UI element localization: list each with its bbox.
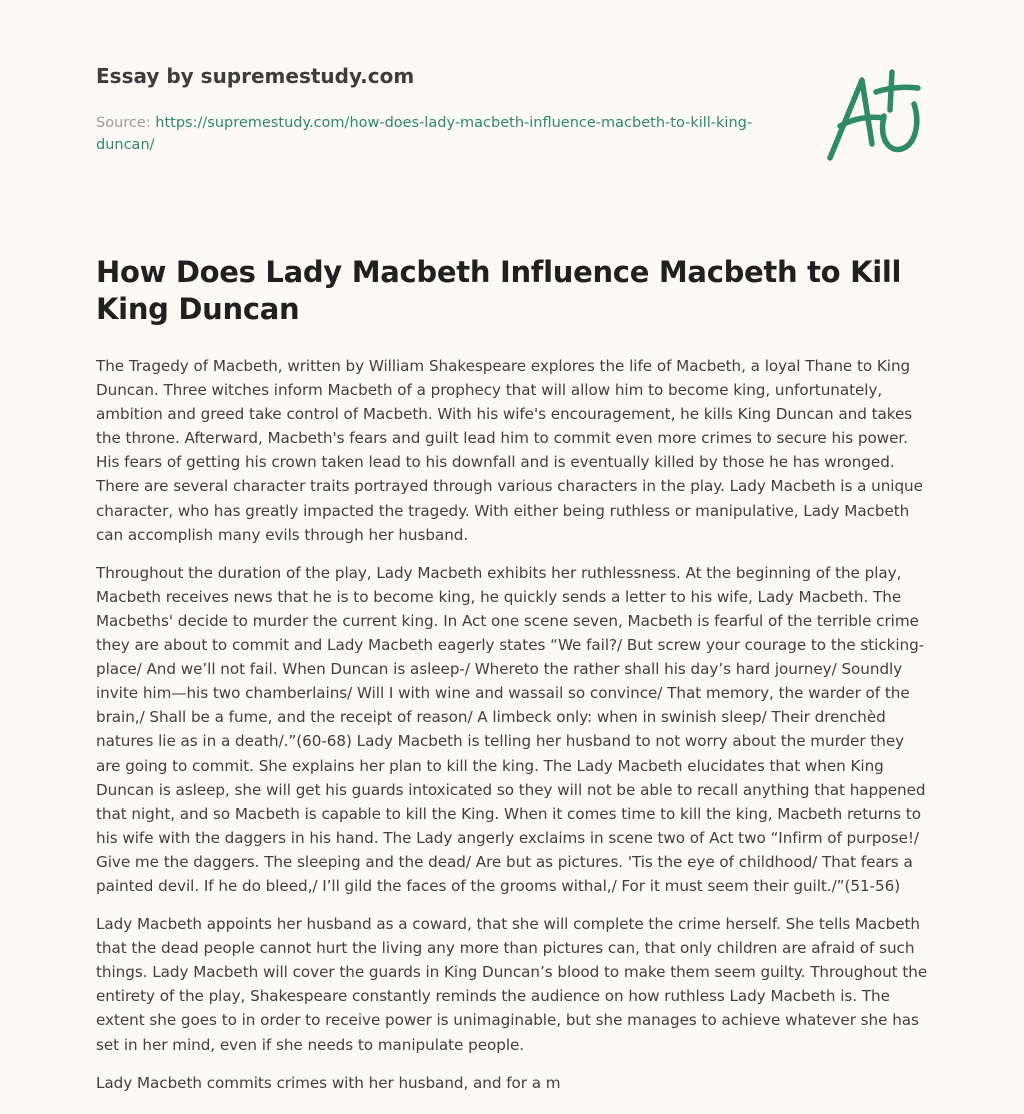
essay-body xyxy=(96,354,930,1109)
source-line xyxy=(96,112,756,156)
essay-paragraph: The Tragedy of Macbeth, written by William Shakespeare explores the life of Macbeth, a loyal Thane to King Duncan. Three witches inform Macbeth of a prophecy that will allow him to become king, unfortunately, ambition and greed take control of Macbeth. With his wife's encouragement, he kills King Duncan and takes the throne. Afterward, Macbeth's fears and guilt lead him to commit even more crimes to secure his power. His fears of getting his crown taken lead to his downfall and is eventually killed by those he has wronged. There are several character traits portrayed through various characters in the play. Lady Macbeth is a unique character, who has greatly impacted the tragedy. With either being ruthless or manipulative, Lady Macbeth can accomplish many evils through her husband. xyxy=(96,357,923,544)
essay-title: How Does Lady Macbeth Influence Macbeth to Kill King Duncan xyxy=(96,255,902,326)
source-link[interactable]: https://supremestudy.com/how-does-lady-macbeth-influence-macbeth-to-kill-king-duncan/ xyxy=(96,115,753,153)
essay-paragraph: Lady Macbeth commits crimes with her husband, and for a m xyxy=(96,1073,561,1092)
essay-paragraph: Throughout the duration of the play, Lady Macbeth exhibits her ruthlessness. At the beginning of the play, Macbeth receives news that he is to become king, he quickly sends a letter to his wife, Lady Macbeth. The Macbeths' decide to murder the current king. In Act one scene seven, Macbeth is fearful of the terrible crime they are about to commit and Lady Macbeth eagerly states “We fail?/ But screw your courage to the sticking-place/ And we’ll not fail. When Duncan is asleep-/ Whereto the rather shall his day’s hard journey/ Soundly invite him—his two chamberlains/ Will I with wine and wassail so convince/ That memory, the warder of the brain,/ Shall be a fume, and the receipt of reason/ A limbeck only: when in swinish sleep/ Their drenchèd natures lie as in a death/.”(60-68) Lady Macbeth is telling her husband to not worry about the murder they are going to commit. She explains her plan to kill the king. The Lady Macbeth elucidates that when King Duncan is asleep, she will get his guards intoxicated so they will not be able to recall anything that happened that night, and so Macbeth is capable to kill the King. When it comes time to kill the king, Macbeth returns to his wife with the daggers in his hand. The Lady angerly exclaims in scene two of Act two “Infirm of purpose!/ Give me the daggers. The sleeping and the dead/ Are but as pictures. 'Tis the eye of childhood/ That fears a painted devil. If he do bleed,/ I’ll gild the faces of the grooms withal,/ For it must seem their guilt./”(51-56) xyxy=(96,563,926,895)
source-label: Source: xyxy=(96,115,156,131)
a-plus-logo-icon xyxy=(818,66,930,166)
site-title: Essay by supremestudy.com xyxy=(96,64,415,88)
essay-paragraph: Lady Macbeth appoints her husband as a coward, that she will complete the crime herself. She tells Macbeth that the dead people cannot hurt the living any more than pictures can, that only children are afraid of such things. Lady Macbeth will cover the guards in King Duncan’s blood to make them seem guilty. Throughout the entirety of the play, Shakespeare constantly reminds the audience on how ruthless Lady Macbeth is. The extent she goes to in order to receive power is unimaginable, but she manages to achieve whatever she has set in her mind, even if she needs to manipulate people. xyxy=(96,915,928,1054)
